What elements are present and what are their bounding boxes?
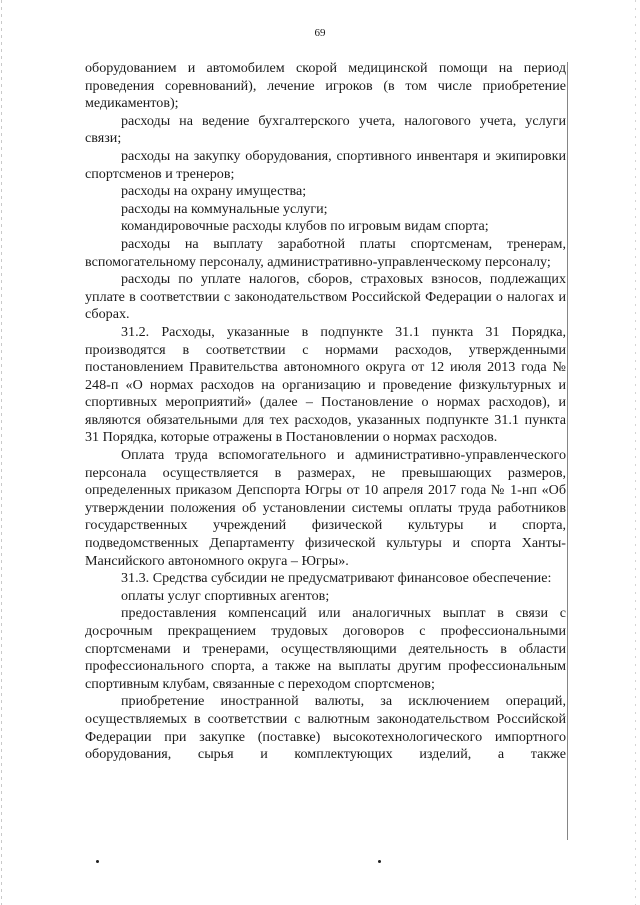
paragraph: расходы по уплате налогов, сборов, страховых взносов, подлежащих уплате в соответствии с законодательством Российской Федерации о налогах и сборах.	[85, 271, 566, 323]
paragraph: 31.2. Расходы, указанные в подпункте 31.1 пункта 31 Порядка, производятся в соответствии с нормами расходов, утвержденными постановлением Правительства автономного округа от 12 июля 2013 года № 248-п «О нормах расходов на организацию и проведение физкультурных и спортивных мероприятий» (далее – Постановление о нормах расходов), и являются обязательными для тех расходов, указанных подпункте 31.1 пункта 31 Порядка, которые отражены в Постановлении о нормах расходов.	[85, 323, 566, 446]
paragraph: командировочные расходы клубов по игровым видам спорта;	[121, 218, 489, 235]
paragraph: оборудованием и автомобилем скорой медицинской помощи на период проведения соревнований), лечение игроков (в том числе приобретение медикаментов);	[85, 60, 566, 112]
paragraph: расходы на закупку оборудования, спортивного инвентаря и экипировки спортсменов и тренеров;	[85, 147, 566, 182]
paragraph: приобретение иностранной валюты, за исключением операций, осуществляемых в соответствии с валютным законодательством Российской Федерации при закупке (поставке) высокотехнологического импортного оборудования, сырья и комплектующих изделий, а также	[85, 693, 566, 763]
scan-right-edge	[635, 0, 636, 905]
paragraph: расходы на выплату заработной платы спортсменам, тренерам, вспомогательному персоналу, административно-управленческому персоналу;	[85, 235, 566, 270]
right-margin-rule	[567, 62, 568, 840]
document-body	[85, 60, 566, 764]
paragraph: расходы на коммунальные услуги;	[121, 200, 328, 217]
scan-speck	[378, 860, 381, 863]
paragraph: Оплата труда вспомогательного и административно-управленческого персонала осуществляется в размерах, не превышающих размеров, определенных приказом Депспорта Югры от 10 апреля 2017 года № 1-нп «Об утверждении положения об установлении системы оплаты труда работников государственных учреждений физической культуры и спорта, подведомственных Департаменту физической культуры и спорта Ханты-Мансийского автономного округа – Югры».	[85, 447, 566, 569]
scan-speck	[96, 860, 99, 863]
paragraph: расходы на охрану имущества;	[121, 183, 307, 200]
paragraph: оплаты услуг спортивных агентов;	[121, 587, 330, 604]
paragraph: расходы на ведение бухгалтерского учета, налогового учета, услуги связи;	[85, 112, 566, 147]
page-number: 69	[314, 27, 326, 39]
paragraph: предоставления компенсаций или аналогичных выплат в связи с досрочным прекращением трудовых договоров с профессиональными спортсменами и тренерами, осуществляющими деятельность в области профессионального спорта, а также на выплаты другим профессиональным спортивным клубам, связанные с переходом спортсменов;	[85, 605, 566, 692]
paragraph: 31.3. Средства субсидии не предусматривают финансовое обеспечение:	[121, 570, 552, 587]
scan-left-edge	[1, 0, 2, 905]
